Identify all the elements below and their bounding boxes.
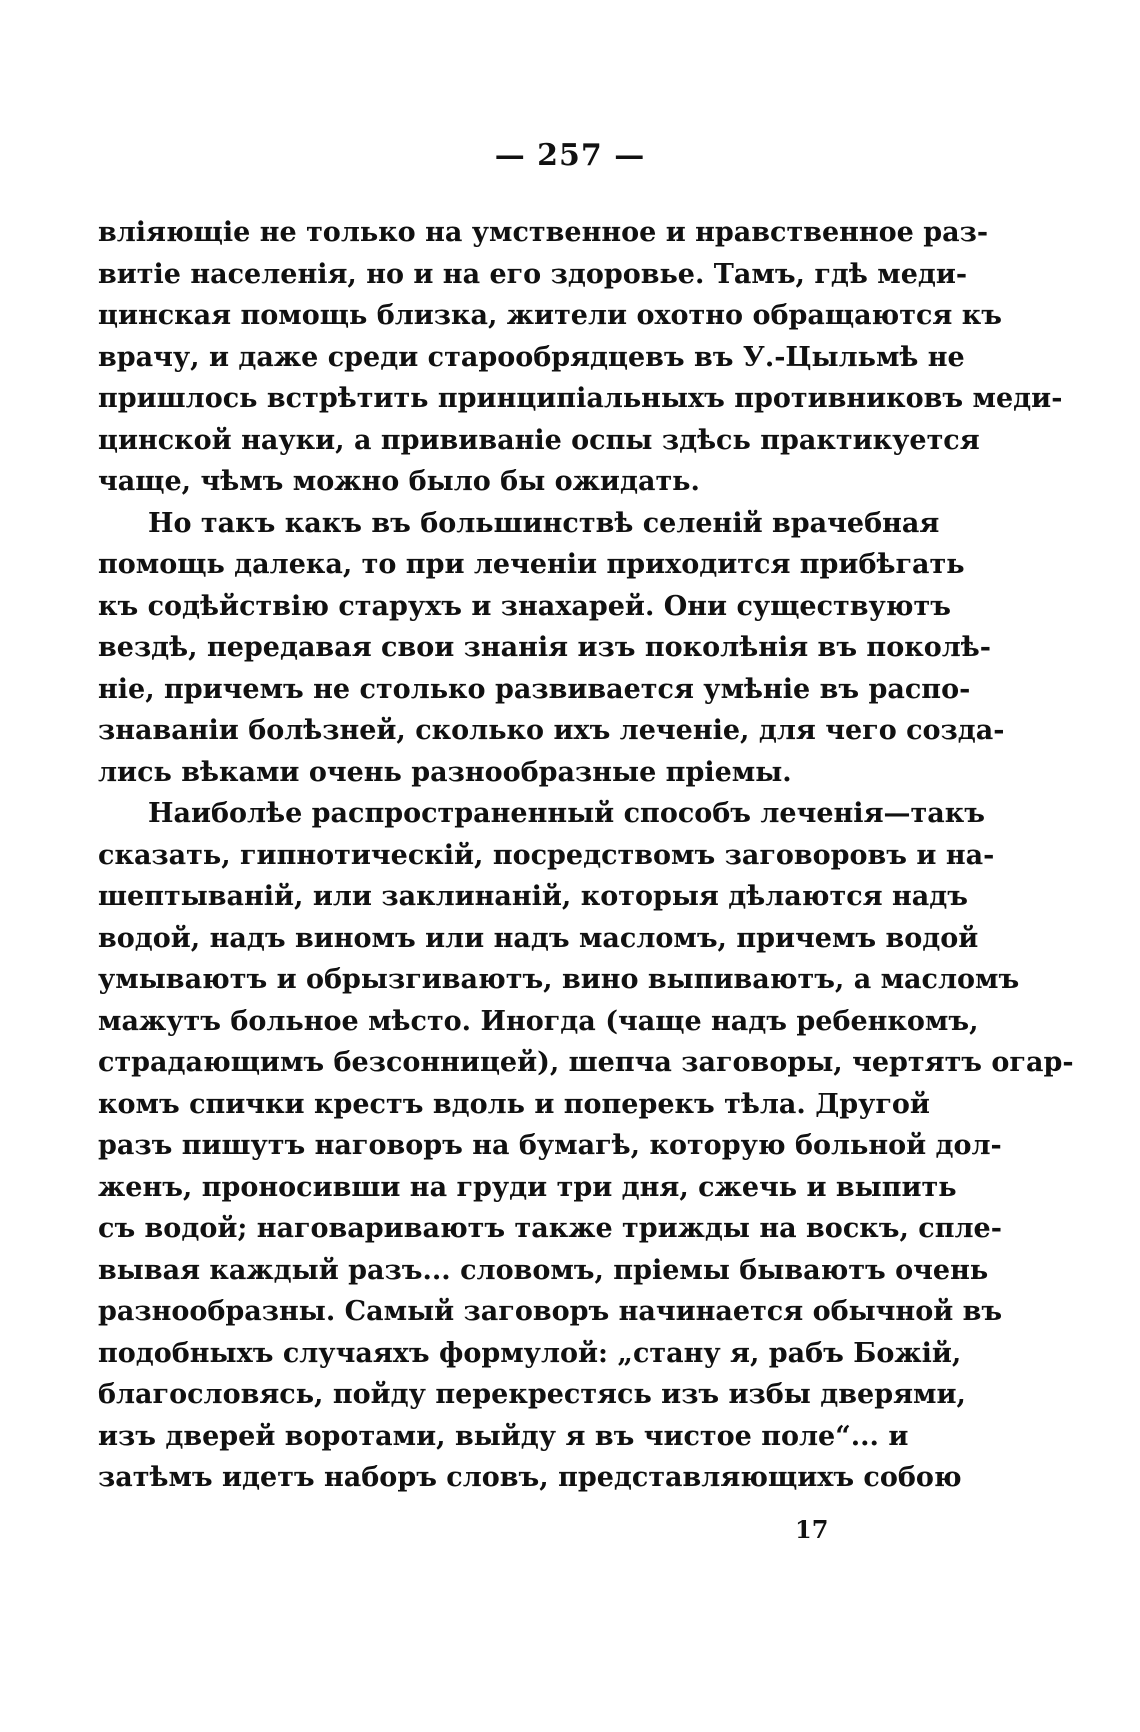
- text-line: пришлось встрѣтить принципіальныхъ противниковъ меди-: [98, 383, 1063, 414]
- text-line: умываютъ и обрызгиваютъ, вино выпиваютъ, а масломъ: [98, 964, 1020, 995]
- text-line: помощь далека, то при леченіи приходится прибѣгать: [98, 549, 965, 580]
- body-text: [98, 212, 1074, 1499]
- text-line: шептываній, или заклинаній, которыя дѣлаются надъ: [98, 881, 968, 912]
- text-line: чаще, чѣмъ можно было бы ожидать.: [98, 466, 700, 497]
- text-line: вывая каждый разъ... словомъ, пріемы бываютъ очень: [98, 1254, 989, 1286]
- paragraph: [98, 212, 1063, 503]
- text-line: къ содѣйствію старухъ и знахарей. Они существуютъ: [98, 590, 951, 622]
- text-line: мажутъ больное мѣсто. Иногда (чаще надъ ребенкомъ,: [98, 1005, 979, 1037]
- text-line: водой, надъ виномъ или надъ масломъ, причемъ водой: [98, 922, 979, 954]
- paragraph: [98, 503, 1005, 794]
- text-line: вездѣ, передавая свои знанія изъ поколѣнія въ поколѣ-: [98, 632, 991, 663]
- text-line: разнообразны. Самый заговоръ начинается обычной въ: [98, 1296, 1003, 1327]
- text-line: врачу, и даже среди старообрядцевъ въ У.-Цыльмѣ не: [98, 341, 965, 373]
- paragraph: [98, 793, 1074, 1499]
- text-line: изъ дверей воротами, выйду я въ чистое поле“... и: [98, 1420, 909, 1452]
- text-line: цинская помощь близка, жители охотно обращаются къ: [98, 300, 1002, 331]
- text-line: благословясь, пойду перекрестясь изъ избы дверями,: [98, 1379, 966, 1410]
- text-line: комъ спички крестъ вдоль и поперекъ тѣла. Другой: [98, 1088, 930, 1120]
- text-line: Но такъ какъ въ большинствѣ селеній врачебная: [148, 507, 940, 539]
- text-line: женъ, проносивши на груди три дня, сжечь и выпить: [98, 1171, 957, 1203]
- text-line: разъ пишутъ наговоръ на бумагѣ, которую больной дол-: [98, 1130, 1002, 1161]
- text-line: страдающимъ безсонницей), шепча заговоры, чертятъ огар-: [98, 1047, 1074, 1078]
- text-line: ніе, причемъ не столько развивается умѣніе въ распо-: [98, 673, 971, 705]
- text-line: сказать, гипнотическій, посредствомъ заговоровъ и на-: [98, 839, 995, 871]
- text-line: знаваніи болѣзней, сколько ихъ леченіе, для чего созда-: [98, 715, 1005, 746]
- text-line: Наиболѣе распространенный способъ леченія—такъ: [148, 798, 985, 829]
- text-line: подобныхъ случаяхъ формулой: „стану я, рабъ Божій,: [98, 1337, 962, 1369]
- text-line: цинской науки, а прививаніе оспы здѣсь практикуется: [98, 424, 980, 456]
- text-line: вліяющіе не только на умственное и нравственное раз-: [98, 217, 989, 248]
- page-number-header: — 257 —: [494, 138, 646, 173]
- text-line: затѣмъ идетъ наборъ словъ, представляющихъ собою: [98, 1462, 962, 1493]
- text-line: лись вѣками очень разнообразные пріемы.: [98, 756, 792, 788]
- text-line: съ водой; наговариваютъ также трижды на воскъ, сплe-: [98, 1213, 1002, 1244]
- text-line: витіе населенія, но и на его здоровье. Тамъ, гдѣ меди-: [98, 258, 968, 290]
- signature-mark: 17: [795, 1515, 829, 1544]
